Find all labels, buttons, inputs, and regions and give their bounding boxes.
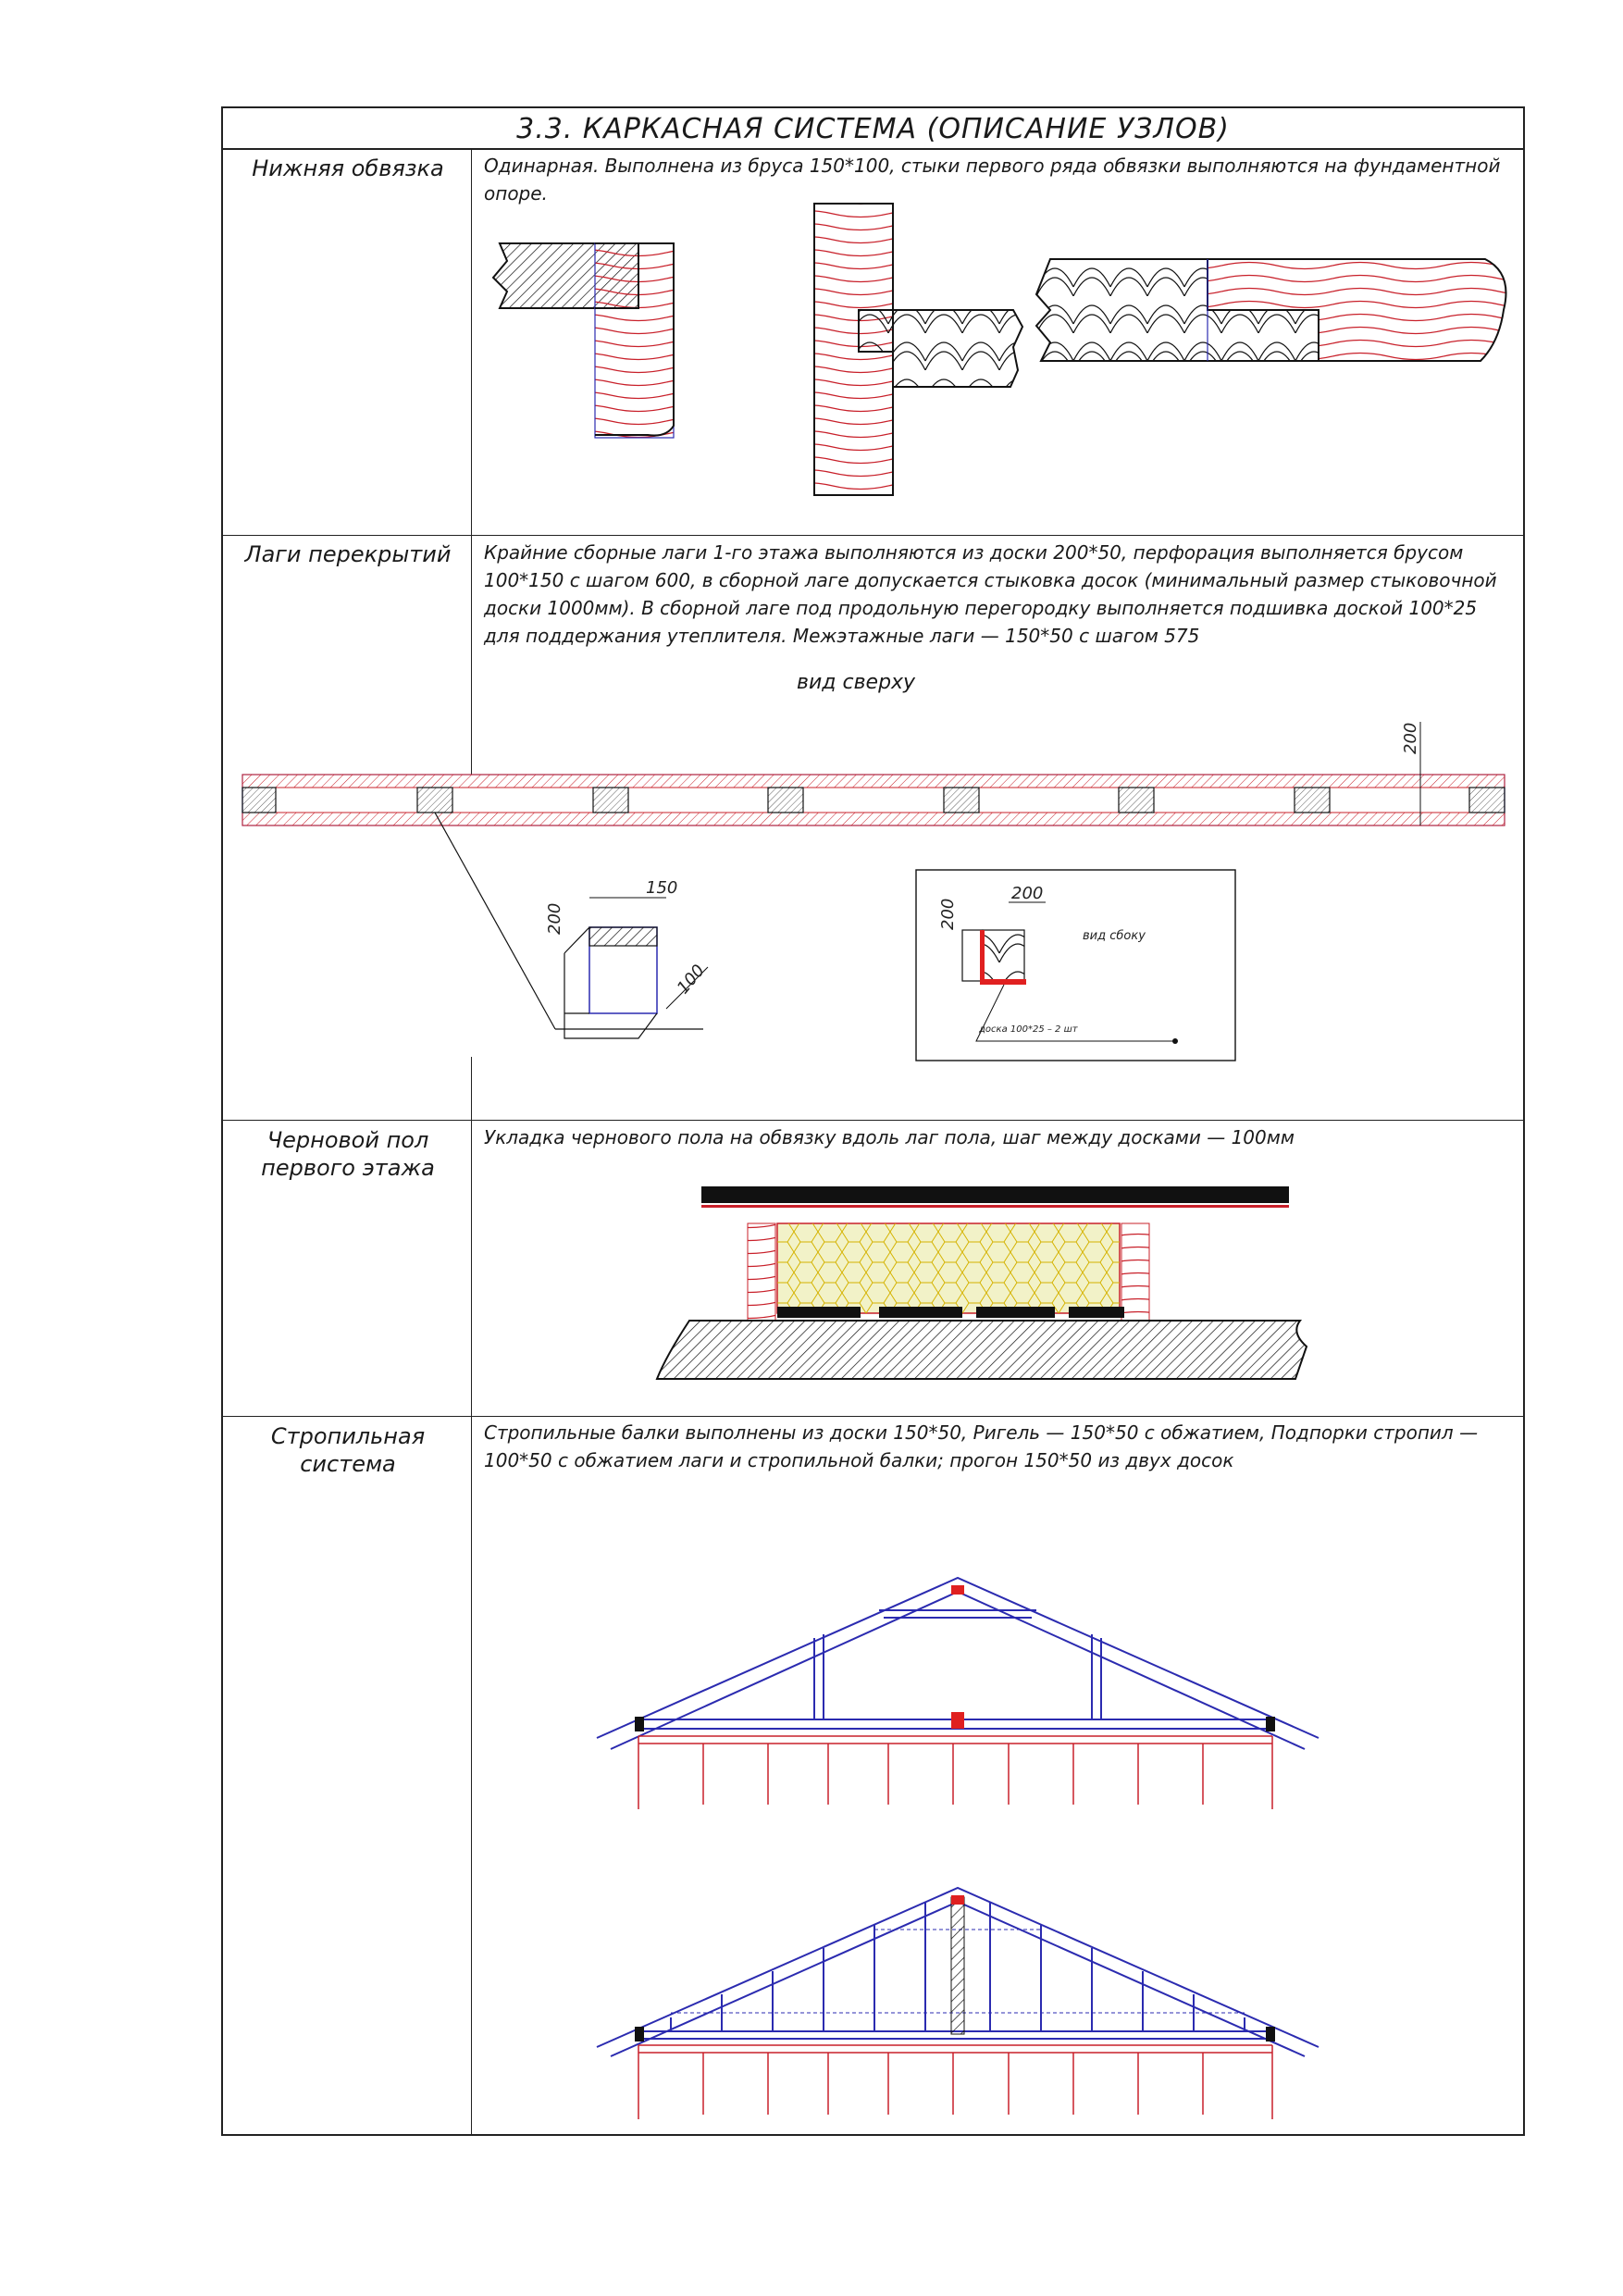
row-text-rafters: Стропильные балки выполнены из доски 150*50, Ригель — 150*50 с обжатием, Подпорки стропил — 100*50 с обжатием лаги и стропильной балки; прогон 150*50 из двух досок (484, 1421, 1479, 1471)
dim-200-right: 200 (1401, 722, 1420, 754)
joist-plan-strip (242, 722, 1505, 1029)
dim-150: 150 (646, 878, 678, 898)
view-top-caption: вид сверху (797, 671, 916, 694)
side-view-label: вид сбоку (1083, 929, 1146, 943)
beam-splice-joint (1036, 259, 1506, 361)
beam-t-joint (814, 204, 1022, 495)
row-label-rafters-line1: Стропильная (270, 1423, 426, 1449)
rafter-truss-2 (597, 1888, 1319, 2119)
row-text-subfloor: Укладка чернового пола на обвязку вдоль лаг пола, шаг между досками — 100мм (484, 1126, 1295, 1148)
row-label-rafters-line2: система (300, 1451, 396, 1477)
page-title: 3.3. КАРКАСНАЯ СИСТЕМА (ОПИСАНИЕ УЗЛОВ) (223, 108, 1523, 150)
side-view-box (916, 870, 1235, 1061)
side-dim-200-left: 200 (938, 898, 958, 930)
joist-detail-box (545, 878, 709, 1038)
row-label-subfloor-line1: Черновой пол (266, 1127, 429, 1153)
side-view-note: доска 100*25 – 2 шт (979, 1024, 1078, 1035)
rafter-truss-1 (597, 1578, 1319, 1809)
side-dim-200-top: 200 (1011, 884, 1044, 903)
dim-200: 200 (545, 902, 564, 935)
row-label-floor-joists: Лаги перекрытий (244, 541, 452, 567)
subfloor-section (657, 1186, 1307, 1379)
row-text-floor-joists: Крайние сборные лаги 1-го этажа выполняются из доски 200*50, перфорация выполняется брусом 100*150 с шагом 600, в сборной лаге допускается стыковка досок (минимальный размер стыковочной доски 1000мм). В сборной лаге под продольную перегородку выполняется подшивка доской 100*25 для поддержания утеплителя. Межэтажные лаги — 150*50 с шагом 575 (484, 541, 1497, 647)
dim-100: 100 (673, 961, 709, 999)
row-text-bottom-beam: Одинарная. Выполнена из бруса 150*100, стыки первого ряда обвязки выполняются на фундаментной опоре. (484, 155, 1501, 205)
row-label-subfloor-line2: первого этажа (261, 1155, 435, 1181)
row-label-bottom-beam: Нижняя обвязка (252, 155, 444, 181)
beam-corner-joint (493, 243, 674, 438)
